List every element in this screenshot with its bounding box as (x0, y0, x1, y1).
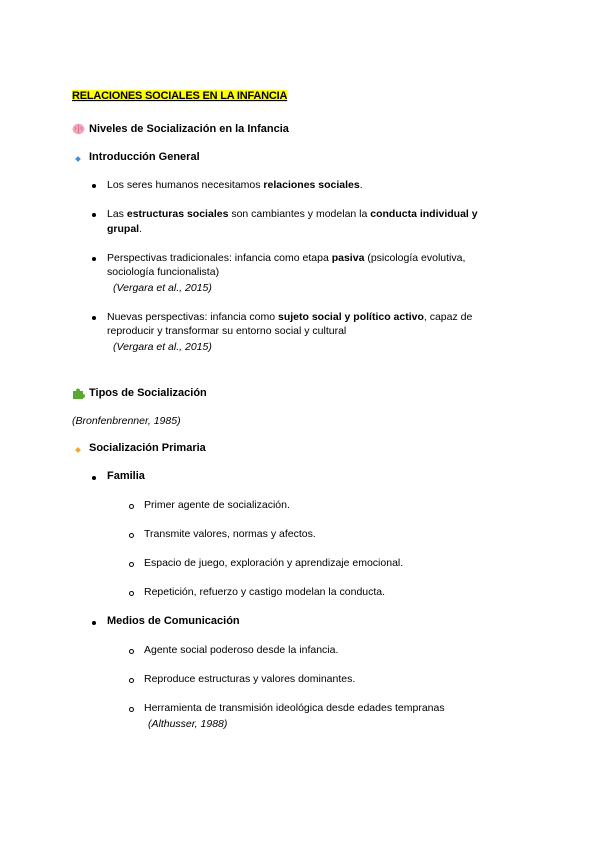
citation: (Bronfenbrenner, 1985) (72, 415, 181, 427)
blue-diamond-icon (75, 156, 81, 162)
list-item: Perspectivas tradicionales: infancia como etapa pasiva (psicología evolutiva, (107, 252, 466, 264)
bullet-circle (129, 707, 134, 712)
brain-icon (72, 123, 85, 135)
bullet-circle (129, 504, 134, 509)
bullet-dot (92, 184, 96, 188)
sub-list-item: Reproduce estructuras y valores dominantes. (144, 673, 356, 685)
list-item: Nuevas perspectivas: infancia como sujeto social y político activo, capaz de (107, 311, 473, 323)
bullet-dot (92, 316, 96, 320)
sub-list-item: Espacio de juego, exploración y aprendizaje emocional. (144, 557, 404, 569)
bullet-dot (92, 257, 96, 261)
section-heading-tipos: Tipos de Socialización (89, 387, 207, 399)
sub-list-item: Agente social poderoso desde la infancia. (144, 644, 339, 656)
sub-list-item: Primer agente de socialización. (144, 499, 290, 511)
section-heading-niveles: Niveles de Socialización en la Infancia (89, 123, 289, 135)
orange-diamond-icon (75, 447, 81, 453)
puzzle-icon (72, 387, 85, 400)
sub-list-item: Transmite valores, normas y afectos. (144, 528, 316, 540)
sub-list-item: Herramienta de transmisión ideológica desde edades tempranas (144, 702, 445, 714)
subheading-introduccion: Introducción General (89, 151, 200, 163)
list-item-familia: Familia (107, 470, 145, 482)
list-item: Los seres humanos necesitamos relaciones sociales. (107, 179, 363, 191)
bullet-dot (92, 476, 96, 480)
list-item: Las estructuras sociales son cambiantes y modelan la conducta individual y (107, 208, 478, 220)
bullet-circle (129, 649, 134, 654)
list-item-continuation: grupal. (107, 223, 143, 235)
document-title: RELACIONES SOCIALES EN LA INFANCIA (72, 90, 288, 102)
bullet-circle (129, 678, 134, 683)
bullet-circle (129, 533, 134, 538)
bullet-dot (92, 213, 96, 217)
bullet-circle (129, 562, 134, 567)
sub-list-item: Repetición, refuerzo y castigo modelan la conducta. (144, 586, 386, 598)
list-item-continuation: reproducir y transformar su entorno social y cultural (107, 325, 347, 337)
list-item-medios: Medios de Comunicación (107, 615, 240, 627)
citation: (Vergara et al., 2015) (113, 282, 212, 294)
bullet-dot (92, 621, 96, 625)
bullet-circle (129, 591, 134, 596)
subheading-primaria: Socialización Primaria (89, 442, 206, 454)
citation: (Althusser, 1988) (148, 718, 228, 730)
citation: (Vergara et al., 2015) (113, 341, 212, 353)
list-item-continuation: sociología funcionalista) (107, 266, 220, 278)
